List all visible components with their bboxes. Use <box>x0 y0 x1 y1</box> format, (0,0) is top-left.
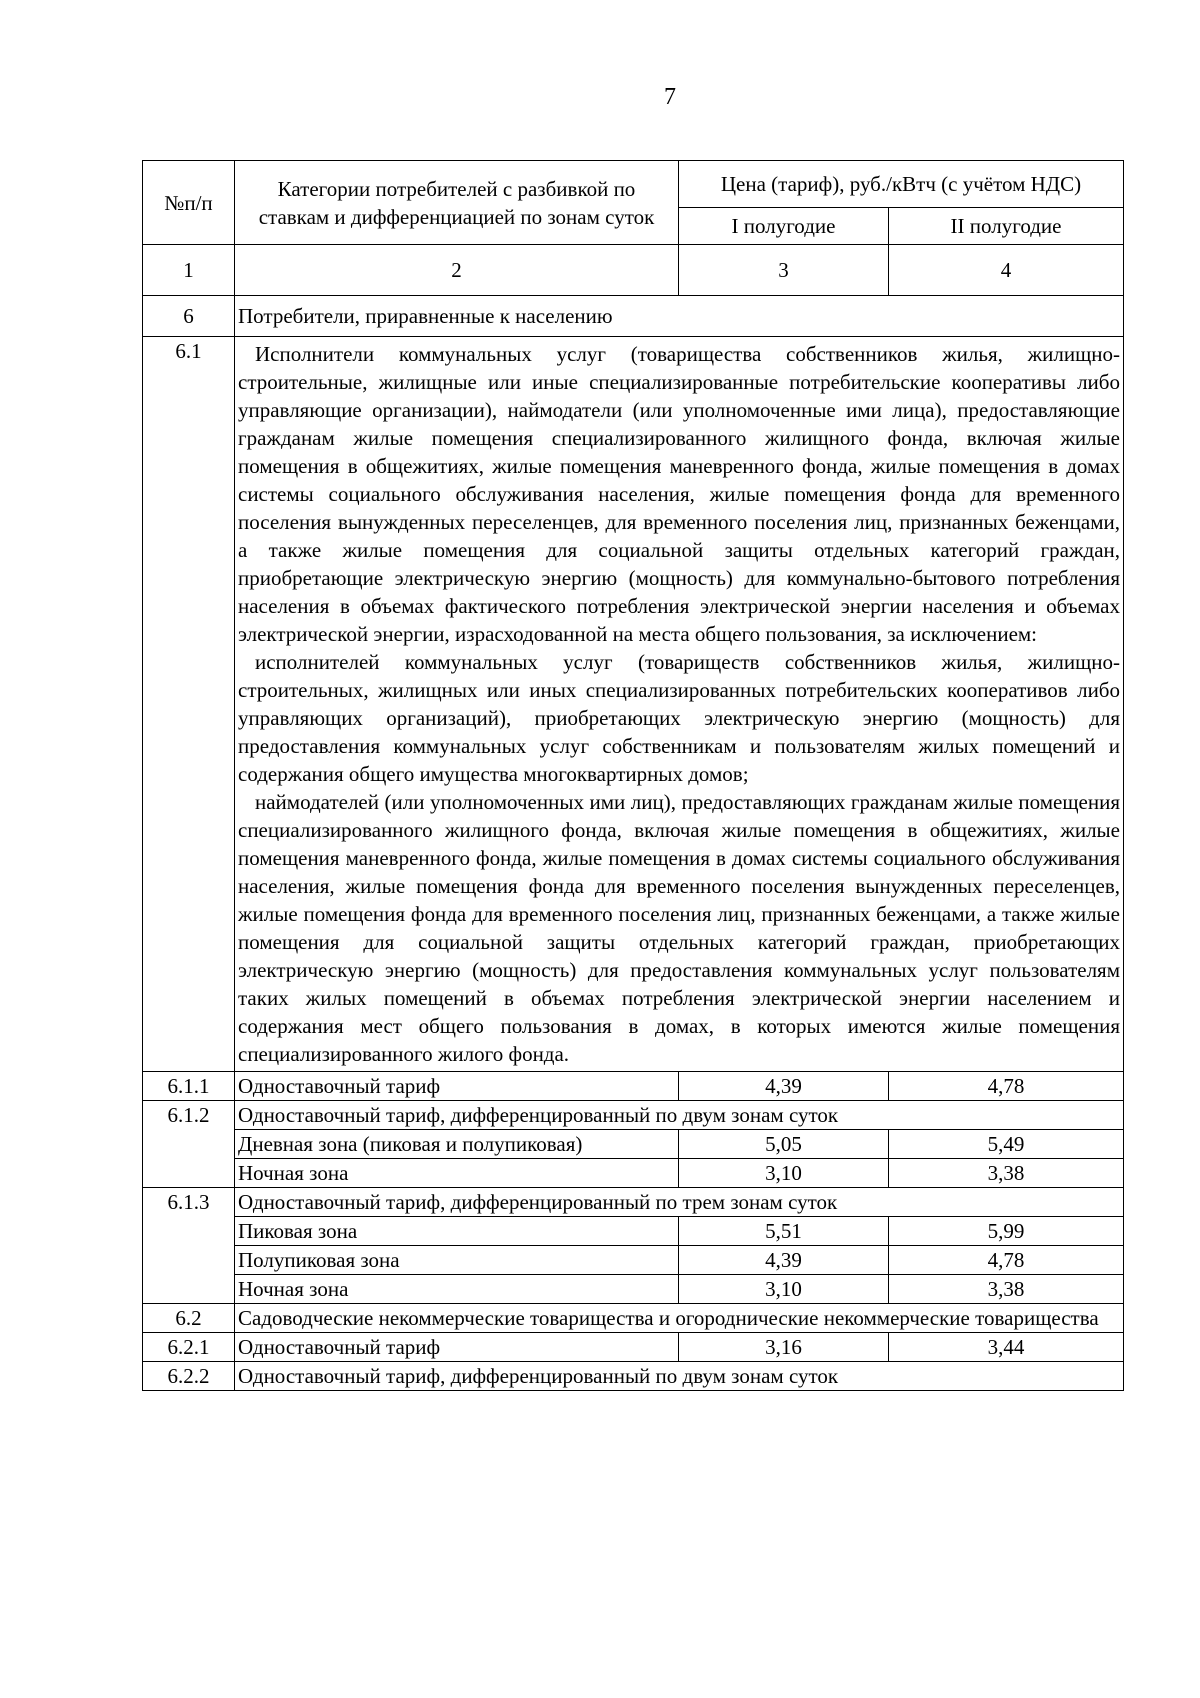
header-row <box>143 161 1124 208</box>
row-title: Одноставочный тариф, дифференцированный по двум зонам суток <box>235 1101 1124 1130</box>
tariff-table <box>142 160 1124 1391</box>
value-half1: 5,05 <box>679 1130 889 1159</box>
row-6-1-3 <box>143 1188 1124 1217</box>
value-half2: 5,49 <box>889 1130 1124 1159</box>
colnum-3: 3 <box>679 245 889 296</box>
value-half1: 3,10 <box>679 1159 889 1188</box>
value-half2: 3,38 <box>889 1159 1124 1188</box>
row-6-2 <box>143 1304 1124 1333</box>
value-half2: 4,78 <box>889 1246 1124 1275</box>
row-label: Дневная зона (пиковая и полупиковая) <box>235 1130 679 1159</box>
row-6-1-2-day <box>143 1130 1124 1159</box>
value-half2: 3,38 <box>889 1275 1124 1304</box>
row-num: 6 <box>143 296 235 337</box>
header-half2: II полугодие <box>889 208 1124 245</box>
value-half1: 4,39 <box>679 1246 889 1275</box>
row-label: Ночная зона <box>235 1159 679 1188</box>
row-6-2-1 <box>143 1333 1124 1362</box>
header-price: Цена (тариф), руб./кВтч (с учётом НДС) <box>679 161 1124 208</box>
row-title: Садоводческие некоммерческие товарищества и огороднические некоммерческие товарищества <box>235 1304 1124 1333</box>
header-half1: I полугодие <box>679 208 889 245</box>
value-half2: 3,44 <box>889 1333 1124 1362</box>
row-title: Одноставочный тариф, дифференцированный по двум зонам суток <box>235 1362 1124 1391</box>
row-label: Одноставочный тариф <box>235 1072 679 1101</box>
header-category: Категории потребителей с разбивкой по ставкам и дифференциацией по зонам суток <box>235 161 679 245</box>
header-num: №п/п <box>143 161 235 245</box>
row-6-1 <box>143 337 1124 1072</box>
value-half1: 5,51 <box>679 1217 889 1246</box>
row-label: Полупиковая зона <box>235 1246 679 1275</box>
row-6-1-1 <box>143 1072 1124 1101</box>
row-6-1-description <box>235 337 1124 1072</box>
value-half1: 3,16 <box>679 1333 889 1362</box>
row-label: Одноставочный тариф <box>235 1333 679 1362</box>
colnum-2: 2 <box>235 245 679 296</box>
colnum-4: 4 <box>889 245 1124 296</box>
row-6-1-3-night <box>143 1275 1124 1304</box>
row-title: Одноставочный тариф, дифференцированный по трем зонам суток <box>235 1188 1124 1217</box>
row-6-2-2 <box>143 1362 1124 1391</box>
row-num: 6.2.2 <box>143 1362 235 1391</box>
row-num: 6.2 <box>143 1304 235 1333</box>
value-half1: 4,39 <box>679 1072 889 1101</box>
value-half1: 3,10 <box>679 1275 889 1304</box>
row-6-1-2-night <box>143 1159 1124 1188</box>
row-label: Ночная зона <box>235 1275 679 1304</box>
section-6-row <box>143 296 1124 337</box>
row-title: Потребители, приравненные к населению <box>235 296 1124 337</box>
row-num: 6.1 <box>143 337 235 1072</box>
value-half2: 5,99 <box>889 1217 1124 1246</box>
column-numbers-row <box>143 245 1124 296</box>
page-number: 7 <box>664 84 676 110</box>
description-paragraph-3: наймодателей (или уполномоченных ими лиц), предоставляющих гражданам жилые помещения специализированного жилищного фонда, включая жилые помещения в общежитиях, жилые помещения маневренного фонда, жилые помещения в домах системы социального обслуживания населения, жилые помещения фонда для временного поселения вынужденных переселенцев, жилые помещения фонда для временного поселения лиц, признанных беженцами, а также жилые помещения для социальной защиты отдельных категорий граждан, приобретающих электрическую энергию (мощность) для предоставления коммунальных услуг пользователям таких жилых помещений в объемах потребления электрической энергии населением и содержания мест общего пользования в домах, в которых имеются жилые помещения специализированного жилого фонда. <box>238 790 1120 1066</box>
row-num: 6.1.2 <box>143 1101 235 1188</box>
description-paragraph-2: исполнителей коммунальных услуг (товариществ собственников жилья, жилищно-строительных, жилищных или иных специализированных потребительских кооперативов либо управляющих организаций), приобретающих электрическую энергию (мощность) для предоставления коммунальных услуг собственникам и пользователям жилых помещений и содержания общего имущества многоквартирных домов; <box>238 650 1120 786</box>
row-num: 6.1.3 <box>143 1188 235 1304</box>
colnum-1: 1 <box>143 245 235 296</box>
description-paragraph-1: Исполнители коммунальных услуг (товарищества собственников жилья, жилищно-строительные, жилищные или иные специализированные потребительские кооперативы либо управляющие организации), наймодатели (или уполномоченные ими лица), предоставляющие гражданам жилые помещения специализированного жилищного фонда, включая жилые помещения в общежитиях, жилые помещения маневренного фонда, жилые помещения в домах системы социального обслуживания населения, жилые помещения фонда для временного поселения вынужденных переселенцев, для временного поселения лиц, признанных беженцами, а также жилые помещения для социальной защиты отдельных категорий граждан, приобретающие электрическую энергию (мощность) для коммунально-бытового потребления населения в объемах фактического потребления электрической энергии населения и объемах электрической энергии, израсходованной на места общего пользования, за исключением: <box>238 342 1120 646</box>
row-6-1-2 <box>143 1101 1124 1130</box>
row-num: 6.2.1 <box>143 1333 235 1362</box>
value-half2: 4,78 <box>889 1072 1124 1101</box>
row-6-1-3-semipeak <box>143 1246 1124 1275</box>
row-num: 6.1.1 <box>143 1072 235 1101</box>
row-label: Пиковая зона <box>235 1217 679 1246</box>
row-6-1-3-peak <box>143 1217 1124 1246</box>
